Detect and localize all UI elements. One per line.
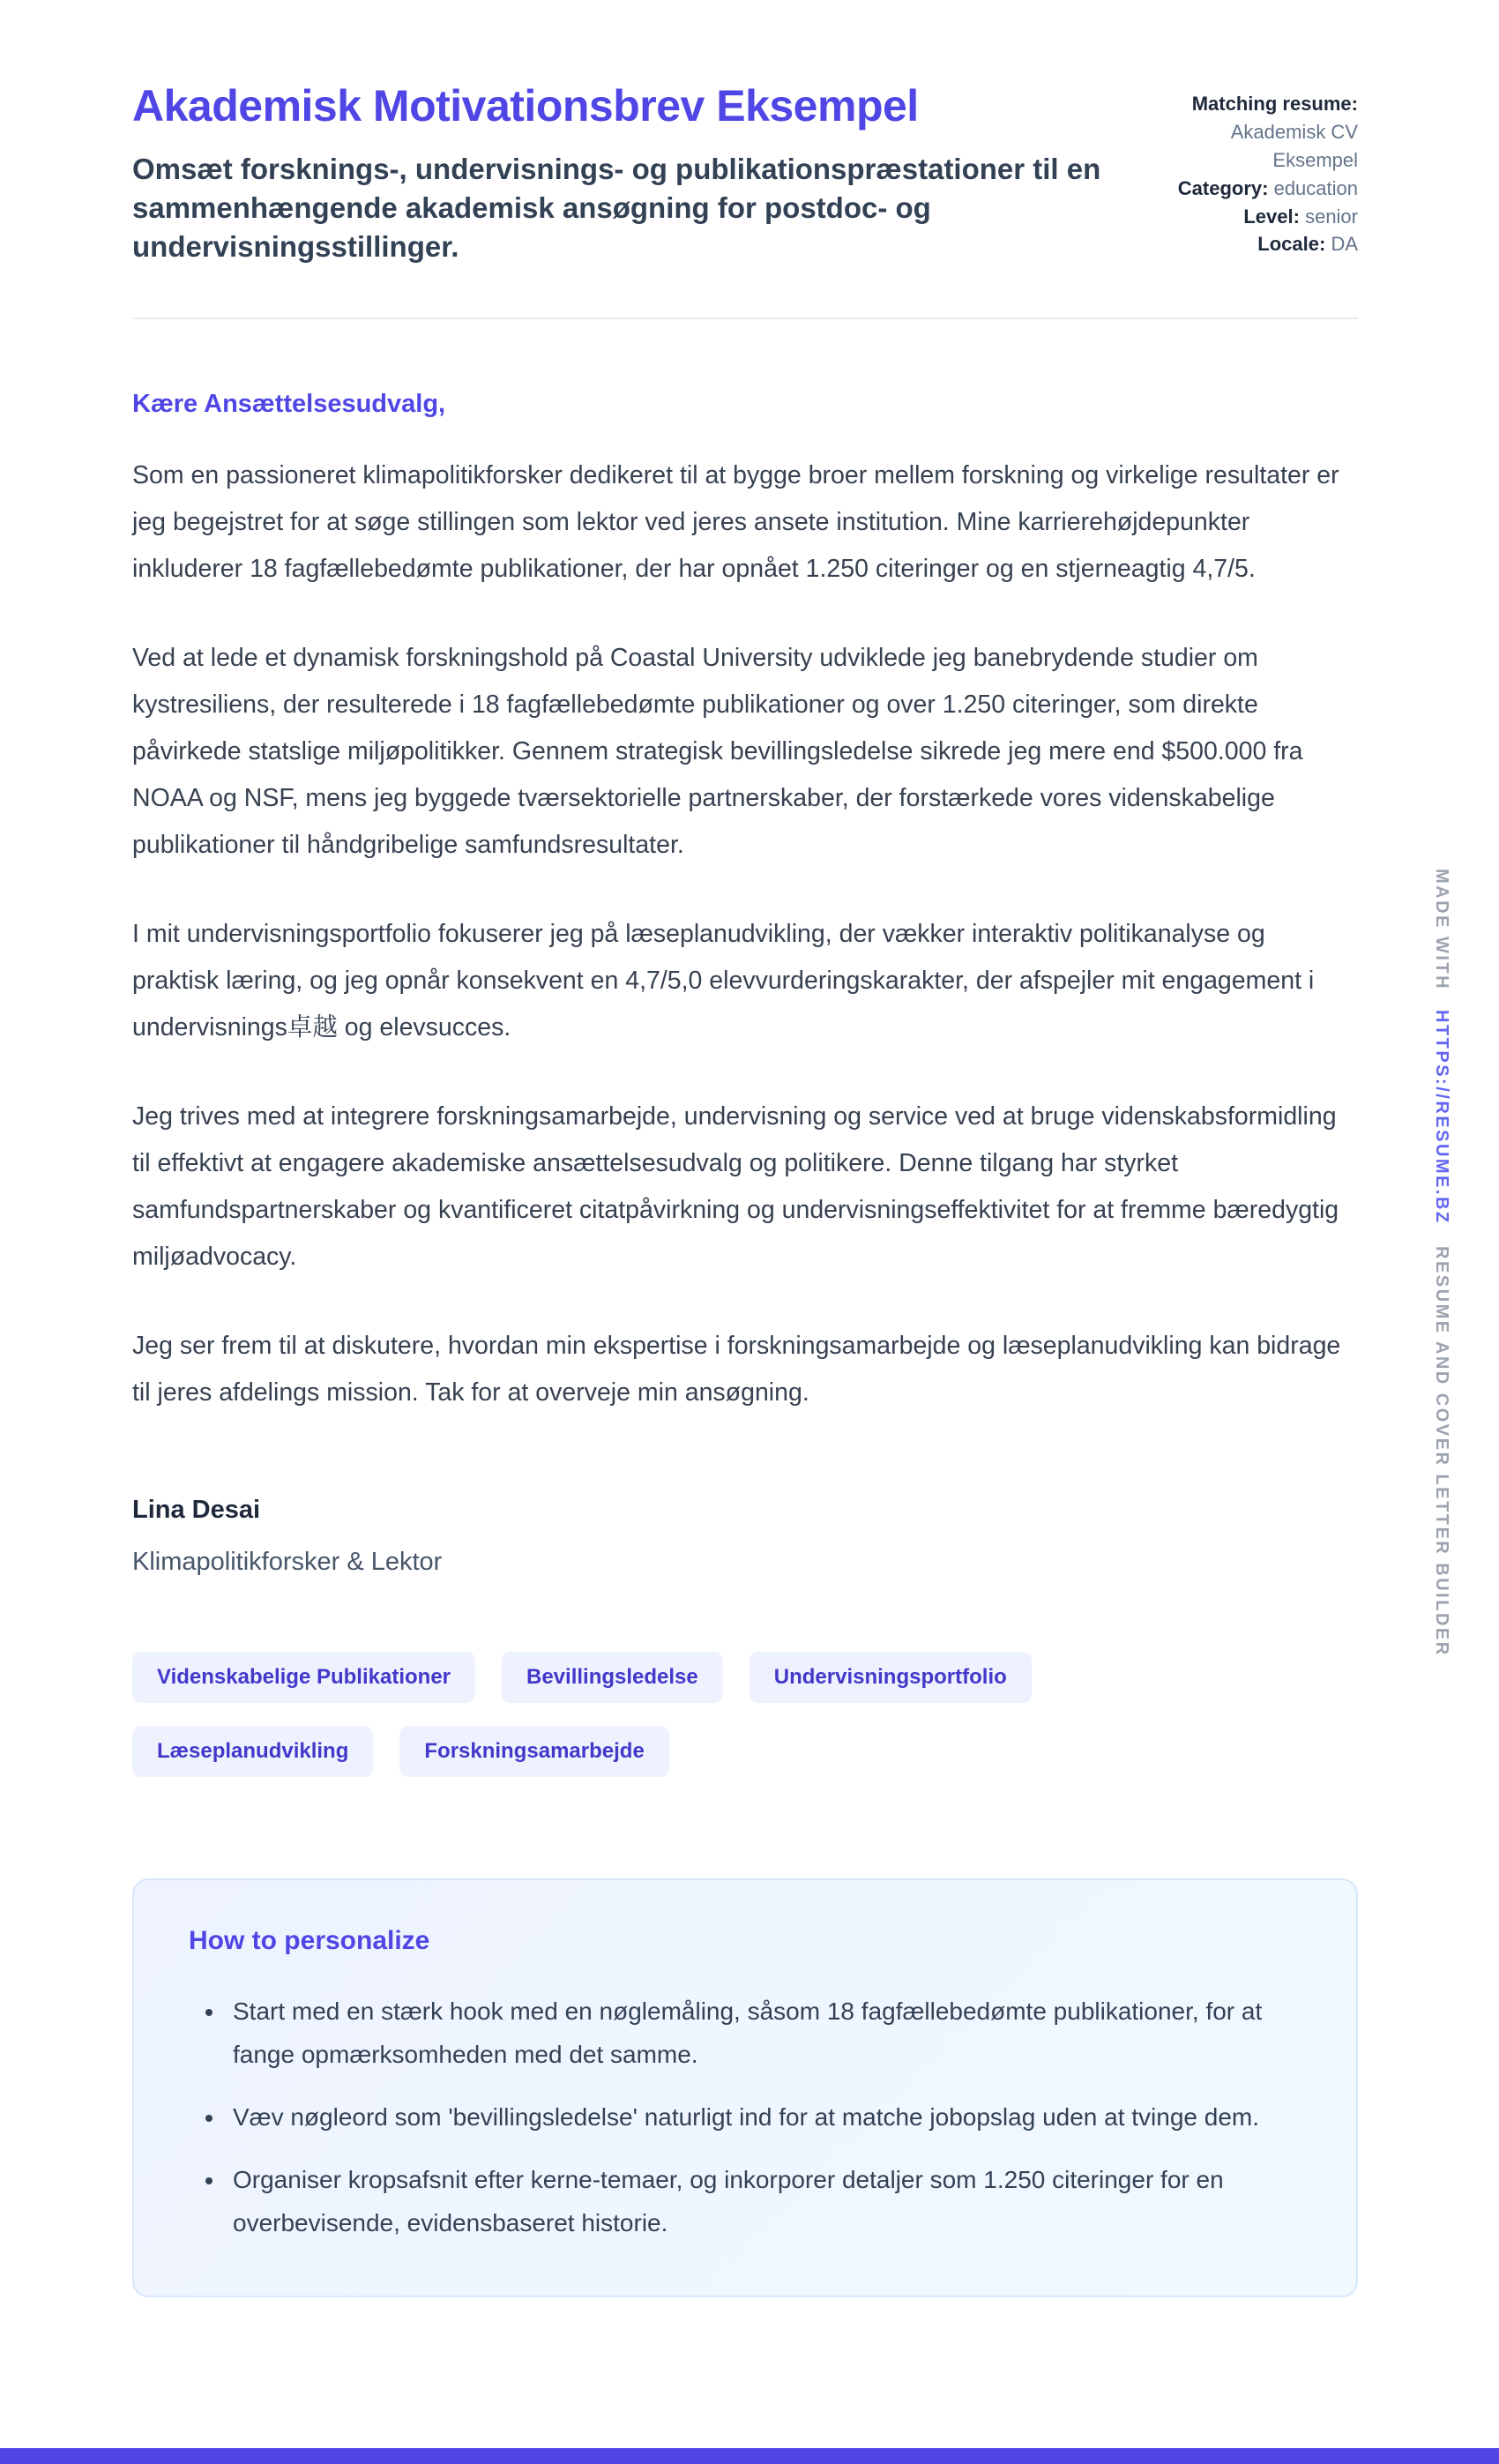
tag-chip-undervisningsportfolio[interactable]: Undervisningsportfolio [750,1652,1032,1703]
tag-chip-forskningsamarbejde[interactable]: Forskningsamarbejde [399,1726,668,1777]
meta-level [1177,203,1358,231]
meta-matching-value: Akademisk CV Eksempel [1230,120,1358,171]
watermark-sidebar [1431,869,1451,1656]
meta-level-value: senior [1305,205,1358,228]
meta-level-label: Level: [1243,205,1300,228]
meta-category [1177,175,1358,203]
watermark-resume-bz-link[interactable]: HTTPS://RESUME.BZ [1432,1010,1451,1225]
letter-paragraph: Jeg ser frem til at diskutere, hvordan min ekspertise i forskningsamarbejde og læseplanudvikling kan bidrage til jeres afdelings mission. Tak for at overveje min ansøgning. [132,1332,1341,1407]
meta-locale [1177,230,1358,258]
letter-paragraph: Ved at lede et dynamisk forskningshold på Coastal University udviklede jeg banebrydende studier om kystresiliens, der resulterede i 18 fagfællebedømte publikationer og over 1.250 citeringer, som direkte påvirkede statslige miljøpolitikker. Gennem strategisk bevillingsledelse sikrede jeg mere end $500.000 fra NOAA og NSF, mens jeg byggede tværsektorielle partnerskaber, der forstærkede vores videnskabelige publikationer til håndgribelige samfundsresultater. [132,644,1303,860]
salutation: Kære Ansættelsesudvalg, [132,390,446,419]
meta-category-label: Category: [1177,176,1269,199]
header-left [132,81,1142,266]
meta-panel [1177,81,1358,258]
header-divider [132,317,1358,319]
cover-letter [132,390,1358,1577]
watermark-suffix: RESUME AND COVER LETTER BUILDER [1432,1245,1451,1657]
signature-name: Lina Desai [132,1496,261,1525]
meta-locale-value: DA [1331,233,1358,256]
letter-paragraph: Som en passioneret klimapolitikforsker dedikeret til at bygge broer mellem forskning og virkelige resultater er jeg begejstret for at søge stillingen som lektor ved jeres ansete institution. Mine karrierehøjdepunkter inkluderer 18 fagfællebedømte publikationer, der har opnået 1.250 citeringer og en stjerneagtig 4,7/5. [132,461,1339,584]
tip-item: • Organiser kropsafsnit efter kerne-temaer, og inkorporer detaljer som 1.250 citeringer for en overbevisende, evidensbaseret historie. [226,2158,1301,2244]
tips-card-title: How to personalize [189,1926,430,1956]
signature-title: Klimapolitikforsker & Lektor [132,1548,443,1577]
header [132,81,1358,266]
tip-item: • Væv nøgleord som 'bevillingsledelse' naturligt ind for at matche jobopslag uden at tvinge dem. [226,2095,1301,2139]
bottom-accent-bar [0,2448,1499,2464]
how-to-personalize-card [132,1878,1358,2297]
signature-block [132,1496,1358,1577]
tag-list [132,1652,1279,1777]
tag-chip-bevillingsledelse[interactable]: Bevillingsledelse [502,1652,723,1703]
letter-paragraph: Jeg trives med at integrere forskningsamarbejde, undervisning og service ved at bruge videnskabsformidling til effektivt at engagere akademiske ansættelsesudvalg og politikere. Denne tilgang har styrket samfundspartnerskaber og kvantificeret citatpåvirkning og undervisningseffektivitet for at fremme bæredygtig miljøadvocacy. [132,1102,1339,1272]
tips-list [189,1990,1301,2244]
meta-matching-resume [1177,90,1358,175]
meta-matching-label: Matching resume: [1191,93,1358,115]
watermark-made-with: MADE WITH [1432,869,1451,991]
tag-chip-videnskabelige-publikationer[interactable]: Videnskabelige Publikationer [132,1652,475,1703]
page-subtitle: Omsæt forsknings-, undervisnings- og publikationspræstationer til en sammenhængende akademisk ansøgning for postdoc- og undervisningsstillinger. [132,152,1101,263]
page-title: Akademisk Motivationsbrev Eksempel [132,81,919,131]
letter-paragraph: I mit undervisningsportfolio fokuserer jeg på læseplanudvikling, der vækker interaktiv politikanalyse og praktisk læring, og jeg opnår konsekvent en 4,7/5,0 elevvurderingskarakter, der afspejler mit engagement i undervisnings卓越 og elevsucces. [132,920,1315,1042]
meta-category-value: education [1273,176,1358,199]
meta-locale-label: Locale: [1257,233,1326,256]
tag-chip-laeseplanudvikling[interactable]: Læseplanudvikling [132,1726,373,1777]
tip-item: • Start med en stærk hook med en nøglemåling, såsom 18 fagfællebedømte publikationer, for at fange opmærksomheden med det samme. [226,1990,1301,2076]
